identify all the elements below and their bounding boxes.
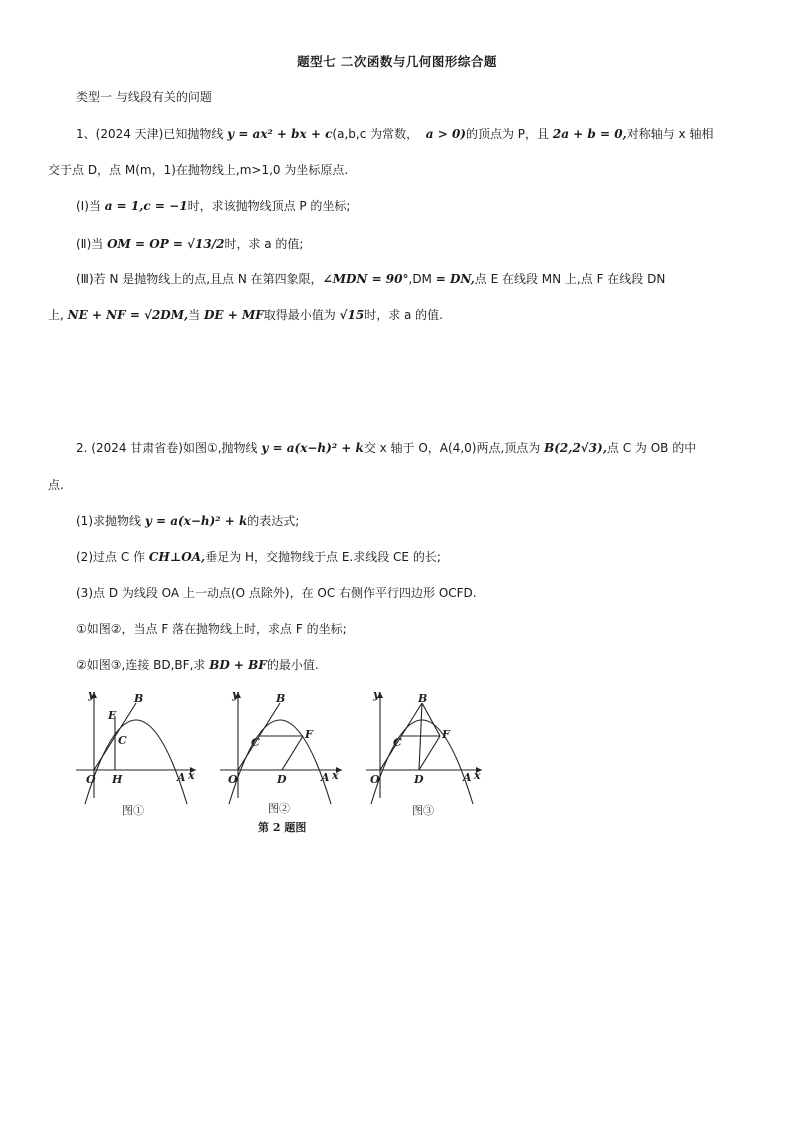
label-y: y — [232, 688, 239, 701]
text: 的最小值. — [266, 658, 319, 672]
equation: OM = OP = √13/2 — [107, 237, 225, 251]
label-o: O — [228, 773, 238, 786]
text: 2. (2024 甘肃省卷)如图①,抛物线 — [76, 441, 262, 455]
figure-2 — [220, 692, 342, 804]
equation: B(2,2√3), — [544, 441, 607, 455]
text: 对称轴与 x 轴相 — [626, 127, 714, 141]
text: 的顶点为 P，且 — [465, 127, 553, 141]
text: 1、(2024 天津)已知抛物线 — [76, 127, 228, 141]
parabola — [371, 720, 473, 804]
problem2-q3-1: ①如图②，当点 F 落在抛物线上时，求点 F 的坐标; — [76, 622, 347, 636]
problem2-q3: (3)点 D 为线段 OA 上一动点(O 点除外)，在 OC 右侧作平行四边形 OCFD. — [76, 586, 477, 600]
label-b: B — [134, 692, 144, 705]
label-d: D — [277, 773, 287, 786]
problem2-line1 — [76, 440, 696, 456]
figure-3 — [366, 692, 482, 804]
label-h: H — [112, 773, 123, 786]
label-f: F — [305, 728, 313, 741]
parabola — [229, 720, 331, 804]
figure-3-caption: 图③ — [412, 804, 434, 817]
text: 交 x 轴于 O，A(4,0)两点,顶点为 — [363, 441, 545, 455]
text: (Ⅲ)若 N 是抛物线上的点,且点 N 在第四象限， — [76, 272, 323, 286]
type1-heading: 类型一 与线段有关的问题 — [76, 90, 212, 104]
label-y: y — [373, 688, 380, 701]
segment-fd — [282, 736, 303, 770]
problem1-part3 — [76, 271, 665, 287]
problem1-part1 — [76, 198, 350, 214]
text: 时，求该抛物线顶点 P 的坐标; — [187, 199, 351, 213]
equation: y = ax² + bx + c — [227, 127, 333, 141]
label-x: x — [332, 769, 339, 782]
text: 点 E 在线段 MN 上,点 F 在线段 DN — [474, 272, 666, 286]
equation: NE + NF = √2DM, — [67, 308, 189, 322]
text: 取得最小值为 — [263, 308, 340, 322]
label-e: E — [108, 709, 117, 722]
segment-bf — [422, 703, 440, 736]
equation: y = a(x−h)² + k — [261, 441, 364, 455]
problem2-q2 — [76, 549, 441, 565]
page-title: 题型七 二次函数与几何图形综合题 — [297, 54, 497, 69]
text: ②如图③,连接 BD,BF,求 — [76, 658, 210, 672]
label-d: D — [414, 773, 424, 786]
text: 垂足为 H，交抛物线于点 E.求线段 CE 的长; — [205, 550, 441, 564]
label-c: C — [118, 734, 127, 747]
problem2-q3-2 — [76, 657, 319, 673]
equation: y = a(x−h)² + k — [144, 514, 248, 528]
text: (a,b,c 为常数， — [332, 127, 419, 141]
text: 时，求 a 的值. — [364, 308, 443, 322]
text: (1)求抛物线 — [76, 514, 145, 528]
problem1-line2: 交于点 D，点 M(m，1)在抛物线上,m>1,0 为坐标原点. — [48, 163, 349, 177]
label-f: F — [442, 728, 450, 741]
equation: CH⊥OA, — [148, 550, 206, 564]
problem1-part2 — [76, 236, 303, 252]
label-a: A — [321, 771, 330, 784]
text: (Ⅱ)当 — [76, 237, 108, 251]
equation: DE + MF — [204, 308, 264, 322]
label-y: y — [88, 688, 95, 701]
equation: √15 — [339, 308, 365, 322]
label-a: A — [463, 771, 472, 784]
text: 时，求 a 的值; — [224, 237, 304, 251]
equation: 2a + b = 0, — [552, 127, 627, 141]
figure-group-caption: 第 2 题图 — [258, 821, 307, 834]
equation: a = 1,c = −1 — [104, 199, 188, 213]
text: (Ⅰ)当 — [76, 199, 105, 213]
problem2-q1 — [76, 513, 299, 529]
equation: ∠MDN = 90° — [322, 272, 409, 286]
text: 当 — [188, 308, 204, 322]
label-c: C — [251, 736, 260, 749]
problem2-line2: 点. — [48, 478, 64, 492]
segment-fd — [419, 736, 440, 770]
equation: BD + BF — [209, 658, 267, 672]
figure-2-caption: 图② — [268, 802, 290, 815]
parabola — [85, 720, 187, 804]
equation: a > 0) — [425, 127, 466, 141]
text: ,DM — [408, 272, 436, 286]
figure-1-caption: 图① — [122, 804, 144, 817]
label-c: C — [393, 736, 402, 749]
label-x: x — [188, 769, 195, 782]
text: 的表达式; — [247, 514, 300, 528]
text: 点 C 为 OB 的中 — [606, 441, 697, 455]
label-x: x — [474, 769, 481, 782]
figure-group-svg — [70, 686, 510, 846]
problem2-figures — [70, 686, 510, 846]
label-b: B — [276, 692, 286, 705]
problem1-part3-line2 — [48, 307, 443, 323]
label-o: O — [86, 773, 96, 786]
problem1-line1 — [76, 126, 713, 142]
label-o: O — [370, 773, 380, 786]
text: (2)过点 C 作 — [76, 550, 149, 564]
equation: = DN, — [435, 272, 475, 286]
figure-1 — [76, 692, 196, 804]
label-b: B — [418, 692, 428, 705]
label-a: A — [177, 771, 186, 784]
text: 上, — [48, 308, 68, 322]
